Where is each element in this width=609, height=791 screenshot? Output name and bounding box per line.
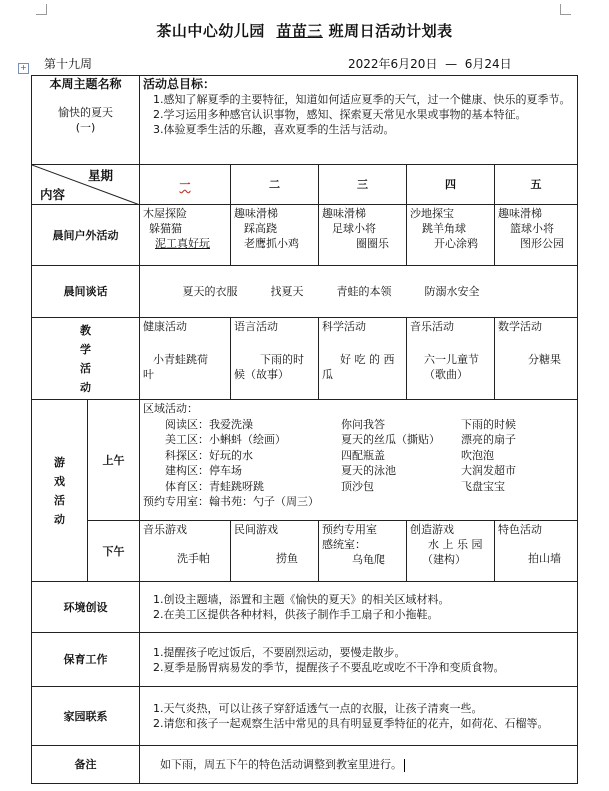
teaching-row [32, 318, 578, 400]
special-room: 预约专用室：翰书苑：勺子（周三） [143, 495, 320, 508]
label-char: 活 [80, 361, 91, 375]
pm-cell [231, 521, 319, 582]
teaching-title: 下雨的时 [260, 353, 305, 366]
pm-cell [319, 521, 407, 582]
goals-label: 活动总目标： [143, 77, 216, 91]
crop-mark-top-left [36, 4, 47, 15]
day-header [495, 165, 578, 205]
games-am-row [32, 400, 578, 521]
teaching-title: 六一儿童节 [424, 353, 480, 366]
pm-activity: 创造游戏 [410, 523, 455, 536]
outdoor-cell [140, 205, 231, 266]
outdoor-item: 老鹰抓小鸡 [244, 237, 300, 250]
area-row [165, 479, 574, 495]
title-suffix: 班周日活动计划表 [328, 22, 453, 40]
goals-list [143, 92, 574, 137]
area-item: 四配瓶盖 [341, 448, 386, 462]
family-item: 1.天气炎热，可以让孩子穿舒适透气一点的衣服，让孩子清爽一些。 [153, 702, 483, 715]
content-label: 内容 [40, 187, 66, 202]
theme-row [32, 76, 578, 165]
area-row [165, 432, 574, 448]
pm-activity: 乌龟爬 [352, 553, 386, 566]
outdoor-item: 足球小将 [332, 222, 377, 235]
day-label: 三 [357, 178, 369, 191]
pm-activity: （建构） [422, 553, 467, 566]
outdoor-item: 篮球小将 [510, 222, 555, 235]
theme-number: (一) [75, 121, 96, 134]
area-item: 你问我答 [341, 417, 386, 431]
outdoor-item: 圈圈乐 [356, 237, 390, 250]
teaching-title: 小青蛙跳荷 [153, 353, 209, 366]
day-header-row [32, 165, 578, 205]
notes-text: 如下雨，周五下午的特色活动调整到教室里进行。 [160, 758, 403, 771]
pm-activity: 洗手帕 [177, 552, 211, 565]
area-item: 大润发超市 [461, 464, 517, 477]
teaching-cell [140, 318, 231, 400]
family-label: 家园联系 [32, 687, 140, 746]
day-label: 四 [445, 178, 457, 191]
label-char: 教 [80, 323, 91, 337]
care-item: 2.夏季是肠胃病易发的季节，提醒孩子不要乱吃或吃不干净和变质食物。 [153, 660, 505, 674]
teaching-title: 瓜 [322, 368, 334, 381]
notes-content[interactable] [140, 746, 578, 784]
label-char: 游 [54, 455, 65, 469]
family-list [143, 701, 574, 731]
family-content [140, 687, 578, 746]
teaching-cell [495, 318, 578, 400]
teaching-title: 候（故事） [234, 368, 290, 381]
morning-outdoor-label: 晨间户外活动 [32, 205, 140, 266]
outdoor-cell [319, 205, 407, 266]
teaching-label [32, 318, 140, 400]
area-grid [143, 417, 574, 495]
teaching-title: （歌曲） [424, 368, 469, 381]
environment-item: 2.在美工区提供各种材料，供孩子制作手工扇子和小拖鞋。 [153, 608, 439, 621]
teaching-title: 分糖果 [528, 353, 562, 366]
games-am-label: 上午 [88, 400, 140, 521]
pm-cell [407, 521, 495, 582]
weekly-plan-table [31, 75, 578, 784]
environment-list [143, 592, 574, 622]
day-label: 二 [269, 178, 281, 191]
pm-activity: 预约专用室 [322, 523, 378, 536]
area-item: 下雨的时候 [461, 417, 517, 431]
outdoor-item: 跳羊角球 [422, 222, 467, 235]
pm-activity: 音乐游戏 [143, 523, 188, 536]
care-label: 保育工作 [32, 633, 140, 687]
morning-talk-label: 晨间谈话 [32, 266, 140, 318]
environment-item: 1.创设主题墙，添置和主题《愉快的夏天》的相关区域材料。 [153, 593, 450, 606]
outdoor-item: 躲猫猫 [149, 222, 183, 235]
week-number: 第十九周 [44, 57, 93, 71]
teaching-subject: 健康活动 [143, 320, 188, 333]
theme-cell [32, 76, 140, 165]
area-item: 顶沙包 [341, 479, 375, 493]
teaching-subject: 音乐活动 [410, 320, 455, 333]
theme-name: 愉快的夏天 [58, 106, 113, 119]
outdoor-cell [495, 205, 578, 266]
area-row [165, 448, 574, 464]
day-label: 一 [179, 178, 191, 191]
morning-outdoor-row [32, 205, 578, 266]
talk-topic: 找夏天 [270, 285, 304, 298]
area-item: 科探区：好玩的水 [165, 448, 254, 462]
diagonal-header-cell [32, 165, 140, 205]
talk-topic: 夏天的衣服 [182, 285, 238, 298]
care-list [143, 645, 574, 675]
label-char: 动 [80, 380, 91, 394]
family-item: 2.请您和孩子一起观察生活中常见的具有明显夏季特征的花卉，如荷花、石榴等。 [153, 717, 549, 730]
pm-activity: 特色活动 [498, 523, 543, 536]
environment-content [140, 582, 578, 633]
outdoor-item: 趣味滑梯 [498, 207, 543, 220]
day-header [231, 165, 319, 205]
environment-label: 环境创设 [32, 582, 140, 633]
area-item: 夏天的泳池 [341, 464, 397, 477]
outdoor-item: 木屋探险 [143, 207, 188, 220]
outdoor-item: 趣味滑梯 [234, 207, 279, 220]
games-pm-label: 下午 [88, 521, 140, 582]
morning-talk-topics [140, 266, 578, 318]
page-title [0, 20, 609, 41]
talk-topic: 青蛙的本领 [336, 285, 392, 298]
theme-label: 本周主题名称 [49, 77, 122, 91]
notes-row [32, 746, 578, 784]
teaching-title: 叶 [143, 368, 155, 381]
pm-activity: 捞鱼 [276, 552, 299, 565]
outdoor-cell [231, 205, 319, 266]
date-separator: — [445, 57, 458, 71]
area-item: 建构区：停车场 [165, 464, 243, 477]
outdoor-item: 图形公园 [520, 237, 565, 250]
area-activities [140, 400, 578, 521]
pm-activity: 感统室： [322, 538, 367, 551]
teaching-cell [319, 318, 407, 400]
text-cursor [404, 759, 405, 772]
talk-topic: 防溺水安全 [424, 285, 480, 298]
date-start: 2022年6月20日 [348, 57, 438, 71]
area-item: 体育区：青蛙跳呀跳 [165, 479, 265, 493]
goal-item: 1.感知了解夏季的主要特征，知道如何适应夏季的天气，过一个健康、快乐的夏季节。 [153, 93, 571, 106]
area-item: 吹泡泡 [461, 448, 495, 462]
area-item: 阅读区：我爱洗澡 [165, 417, 254, 431]
pm-cell [140, 521, 231, 582]
day-header [407, 165, 495, 205]
label-char: 活 [54, 493, 65, 507]
teaching-cell [407, 318, 495, 400]
care-content [140, 633, 578, 687]
games-label [32, 400, 88, 582]
day-header [319, 165, 407, 205]
label-char: 戏 [54, 474, 65, 488]
goal-item: 3.体验夏季生活的乐趣，喜欢夏季的生活与活动。 [153, 123, 395, 136]
outdoor-item: 趣味滑梯 [322, 207, 367, 220]
area-item: 夏天的丝瓜（撕贴） [341, 433, 441, 446]
teaching-subject: 科学活动 [322, 320, 367, 333]
pm-activity: 拍山墙 [528, 552, 562, 565]
pm-activity: 民间游戏 [234, 523, 279, 536]
environment-row [32, 582, 578, 633]
outdoor-item: 踩高跷 [244, 222, 278, 235]
outdoor-item: 泥工真好玩 [155, 237, 211, 250]
area-row [165, 417, 574, 433]
care-row [32, 633, 578, 687]
goals-cell [140, 76, 578, 165]
morning-talk-row [32, 266, 578, 318]
table-move-handle-icon[interactable]: + [18, 63, 29, 74]
notes-label: 备注 [32, 746, 140, 784]
area-title: 区域活动： [143, 402, 199, 415]
date-range [348, 55, 512, 72]
weekday-label: 星期 [88, 168, 114, 183]
teaching-subject: 数学活动 [498, 320, 543, 333]
goal-item: 2.学习运用多种感官认识事物，感知、探索夏天常见水果或事物的基本特征。 [153, 108, 527, 121]
pm-activity: 水 上 乐 园 [428, 538, 483, 551]
area-row [165, 463, 574, 479]
area-item: 飞盘宝宝 [461, 479, 506, 493]
games-pm-row [32, 521, 578, 582]
label-char: 动 [54, 512, 65, 526]
area-item: 漂亮的扇子 [461, 433, 517, 446]
outdoor-item: 开心涂鸦 [434, 237, 479, 250]
teaching-subject: 语言活动 [234, 320, 279, 333]
day-label: 五 [530, 178, 542, 191]
label-char: 学 [80, 342, 91, 356]
family-row [32, 687, 578, 746]
area-item: 美工区：小蝌蚪（绘画） [165, 433, 287, 446]
class-name[interactable]: 苗苗三 [276, 22, 323, 40]
school-name: 茶山中心幼儿园 [156, 22, 265, 40]
teaching-cell [231, 318, 319, 400]
teaching-title: 好 吃 的 西 [340, 353, 395, 366]
pm-cell [495, 521, 578, 582]
day-header [140, 165, 231, 205]
outdoor-cell [407, 205, 495, 266]
care-item: 1.提醒孩子吃过饭后，不要剧烈运动，要慢走散步。 [153, 645, 406, 659]
outdoor-item: 沙地探宝 [410, 207, 455, 220]
crop-mark-top-right [560, 4, 571, 15]
date-end: 6月24日 [464, 57, 512, 71]
